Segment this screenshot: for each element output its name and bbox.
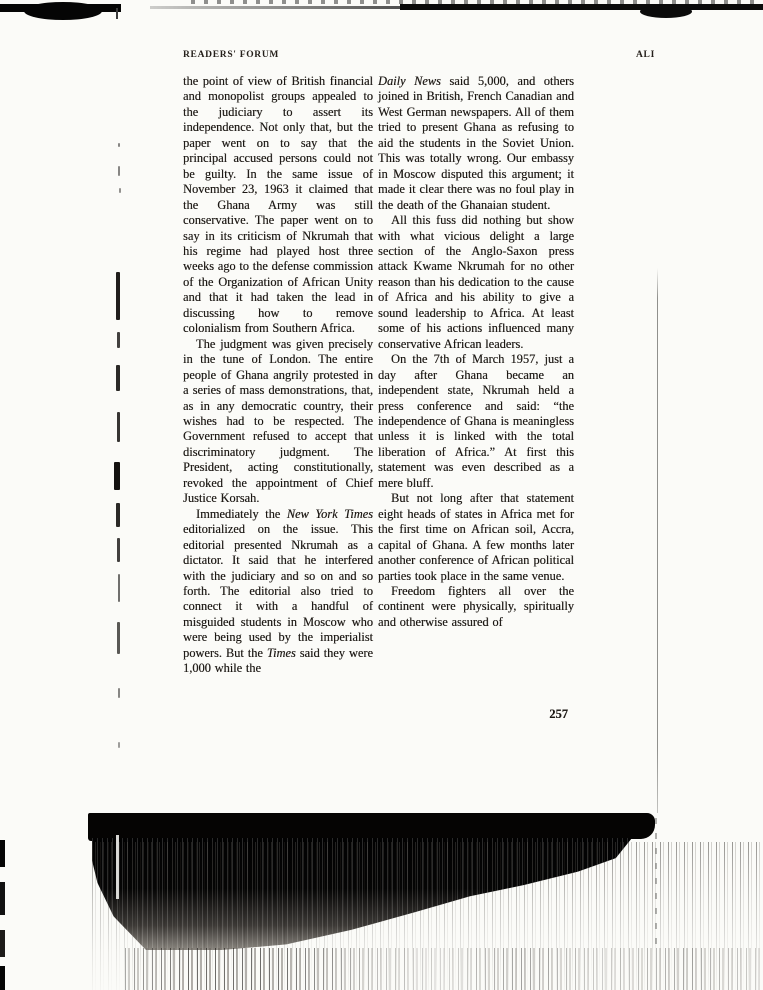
scan-smudge-white-slit bbox=[116, 835, 119, 899]
text-column-right bbox=[378, 74, 574, 630]
scan-smudge-right-blob bbox=[611, 813, 655, 839]
binding-mark bbox=[119, 188, 121, 193]
scan-smudge-band bbox=[88, 813, 619, 841]
paragraph: But not long after that statement eight heads of states in Africa met for the first time on African soil, Accra, capital of Ghana. A few months later another conference of African political parties took place in the same venue. bbox=[378, 491, 574, 583]
paragraph: The judgment was given precisely in the tune of London. The entire people of Ghana angrily protested in a series of mass demonstrations, that, as in any democratic country, their wishes had to be respected. The Government refused to accept that discriminatory judgment. The President, acting constitutionally, revoked the appointment of Chief Justice Korsah. bbox=[183, 336, 373, 506]
running-head-left: READERS' FORUM bbox=[183, 50, 280, 60]
page-edge-line bbox=[657, 268, 658, 813]
binding-mark bbox=[118, 688, 120, 698]
scan-artifact-top-blob-right bbox=[640, 5, 692, 18]
binding-mark bbox=[117, 622, 120, 654]
page-number: 257 bbox=[549, 707, 568, 721]
scan-smudge-bottom-strip bbox=[125, 948, 763, 990]
scan-artifact-top-blob bbox=[24, 2, 102, 20]
binding-mark bbox=[117, 412, 120, 442]
paragraph: the point of view of British financial and monopolist groups appealed to the judiciary to assert its independence. Not only that, but the paper went on to say that the principal accused persons could not be guilty. In the same issue of November 23, 1963 it claimed that the Ghana Army was still conservative. The paper went on to say in its criticism of Nkrumah that his regime had played host three weeks ago to the defense commission of the Organization of African Unity and that it had taken the lead in discussing how to remove colonialism from Southern Africa. bbox=[183, 74, 373, 336]
binding-mark bbox=[116, 365, 120, 391]
binding-mark bbox=[116, 503, 120, 527]
binding-mark bbox=[117, 332, 120, 348]
scan-left-edge-marks bbox=[0, 840, 5, 990]
binding-mark bbox=[117, 538, 120, 562]
binding-mark bbox=[118, 574, 120, 602]
binding-mark bbox=[116, 272, 120, 320]
binding-mark bbox=[114, 462, 120, 490]
paragraph: Daily News said 5,000, and others joined in British, French Canadian and West German newspapers. All of them tried to present Ghana as refusing to aid the students in the Soviet Union. This was totally wrong. Our embassy in Moscow disputed this argument; it made it clear there was no foul play in the death of the Ghanaian student. bbox=[378, 74, 575, 212]
paragraph: Freedom fighters all over the continent were physically, spiritually and otherwise assured of bbox=[378, 583, 574, 629]
text-column-left bbox=[183, 74, 373, 677]
running-head-right: ALI bbox=[636, 50, 655, 60]
binding-mark bbox=[118, 166, 120, 176]
binding-mark bbox=[118, 742, 120, 748]
paragraph: Immediately the New York Times editorialized on the issue. This editorial presented Nkrumah as a dictator. It said that he interfered with the judiciary and so on and so forth. The editorial also tried to connect it with a handful of misguided students in Moscow who were being used by the imperialist powers. But the Times said they were 1,000 while the bbox=[183, 506, 373, 676]
running-head bbox=[183, 50, 655, 60]
scan-artifact-top-band-middle bbox=[150, 6, 405, 9]
scan-artifact-top-band-right bbox=[400, 4, 763, 10]
binding-mark bbox=[118, 143, 120, 147]
paragraph: All this fuss did nothing but show with what vicious delight a large section of the Anglo-Saxon press attack Kwame Nkrumah for no other reason than his dedication to the cause of Africa and his ability to give a sound leadership to Africa. At least some of his actions influenced many conservative African leaders. bbox=[378, 213, 574, 351]
paragraph: On the 7th of March 1957, just a day after Ghana became an independent state, Nkrumah held a press conference and said: “the independence of Ghana is meaningless unless it is linked with the total liberation of Africa.” At first this statement was even described as a mere bluff. bbox=[378, 352, 574, 490]
scan-artifact-top-tick bbox=[116, 8, 118, 19]
